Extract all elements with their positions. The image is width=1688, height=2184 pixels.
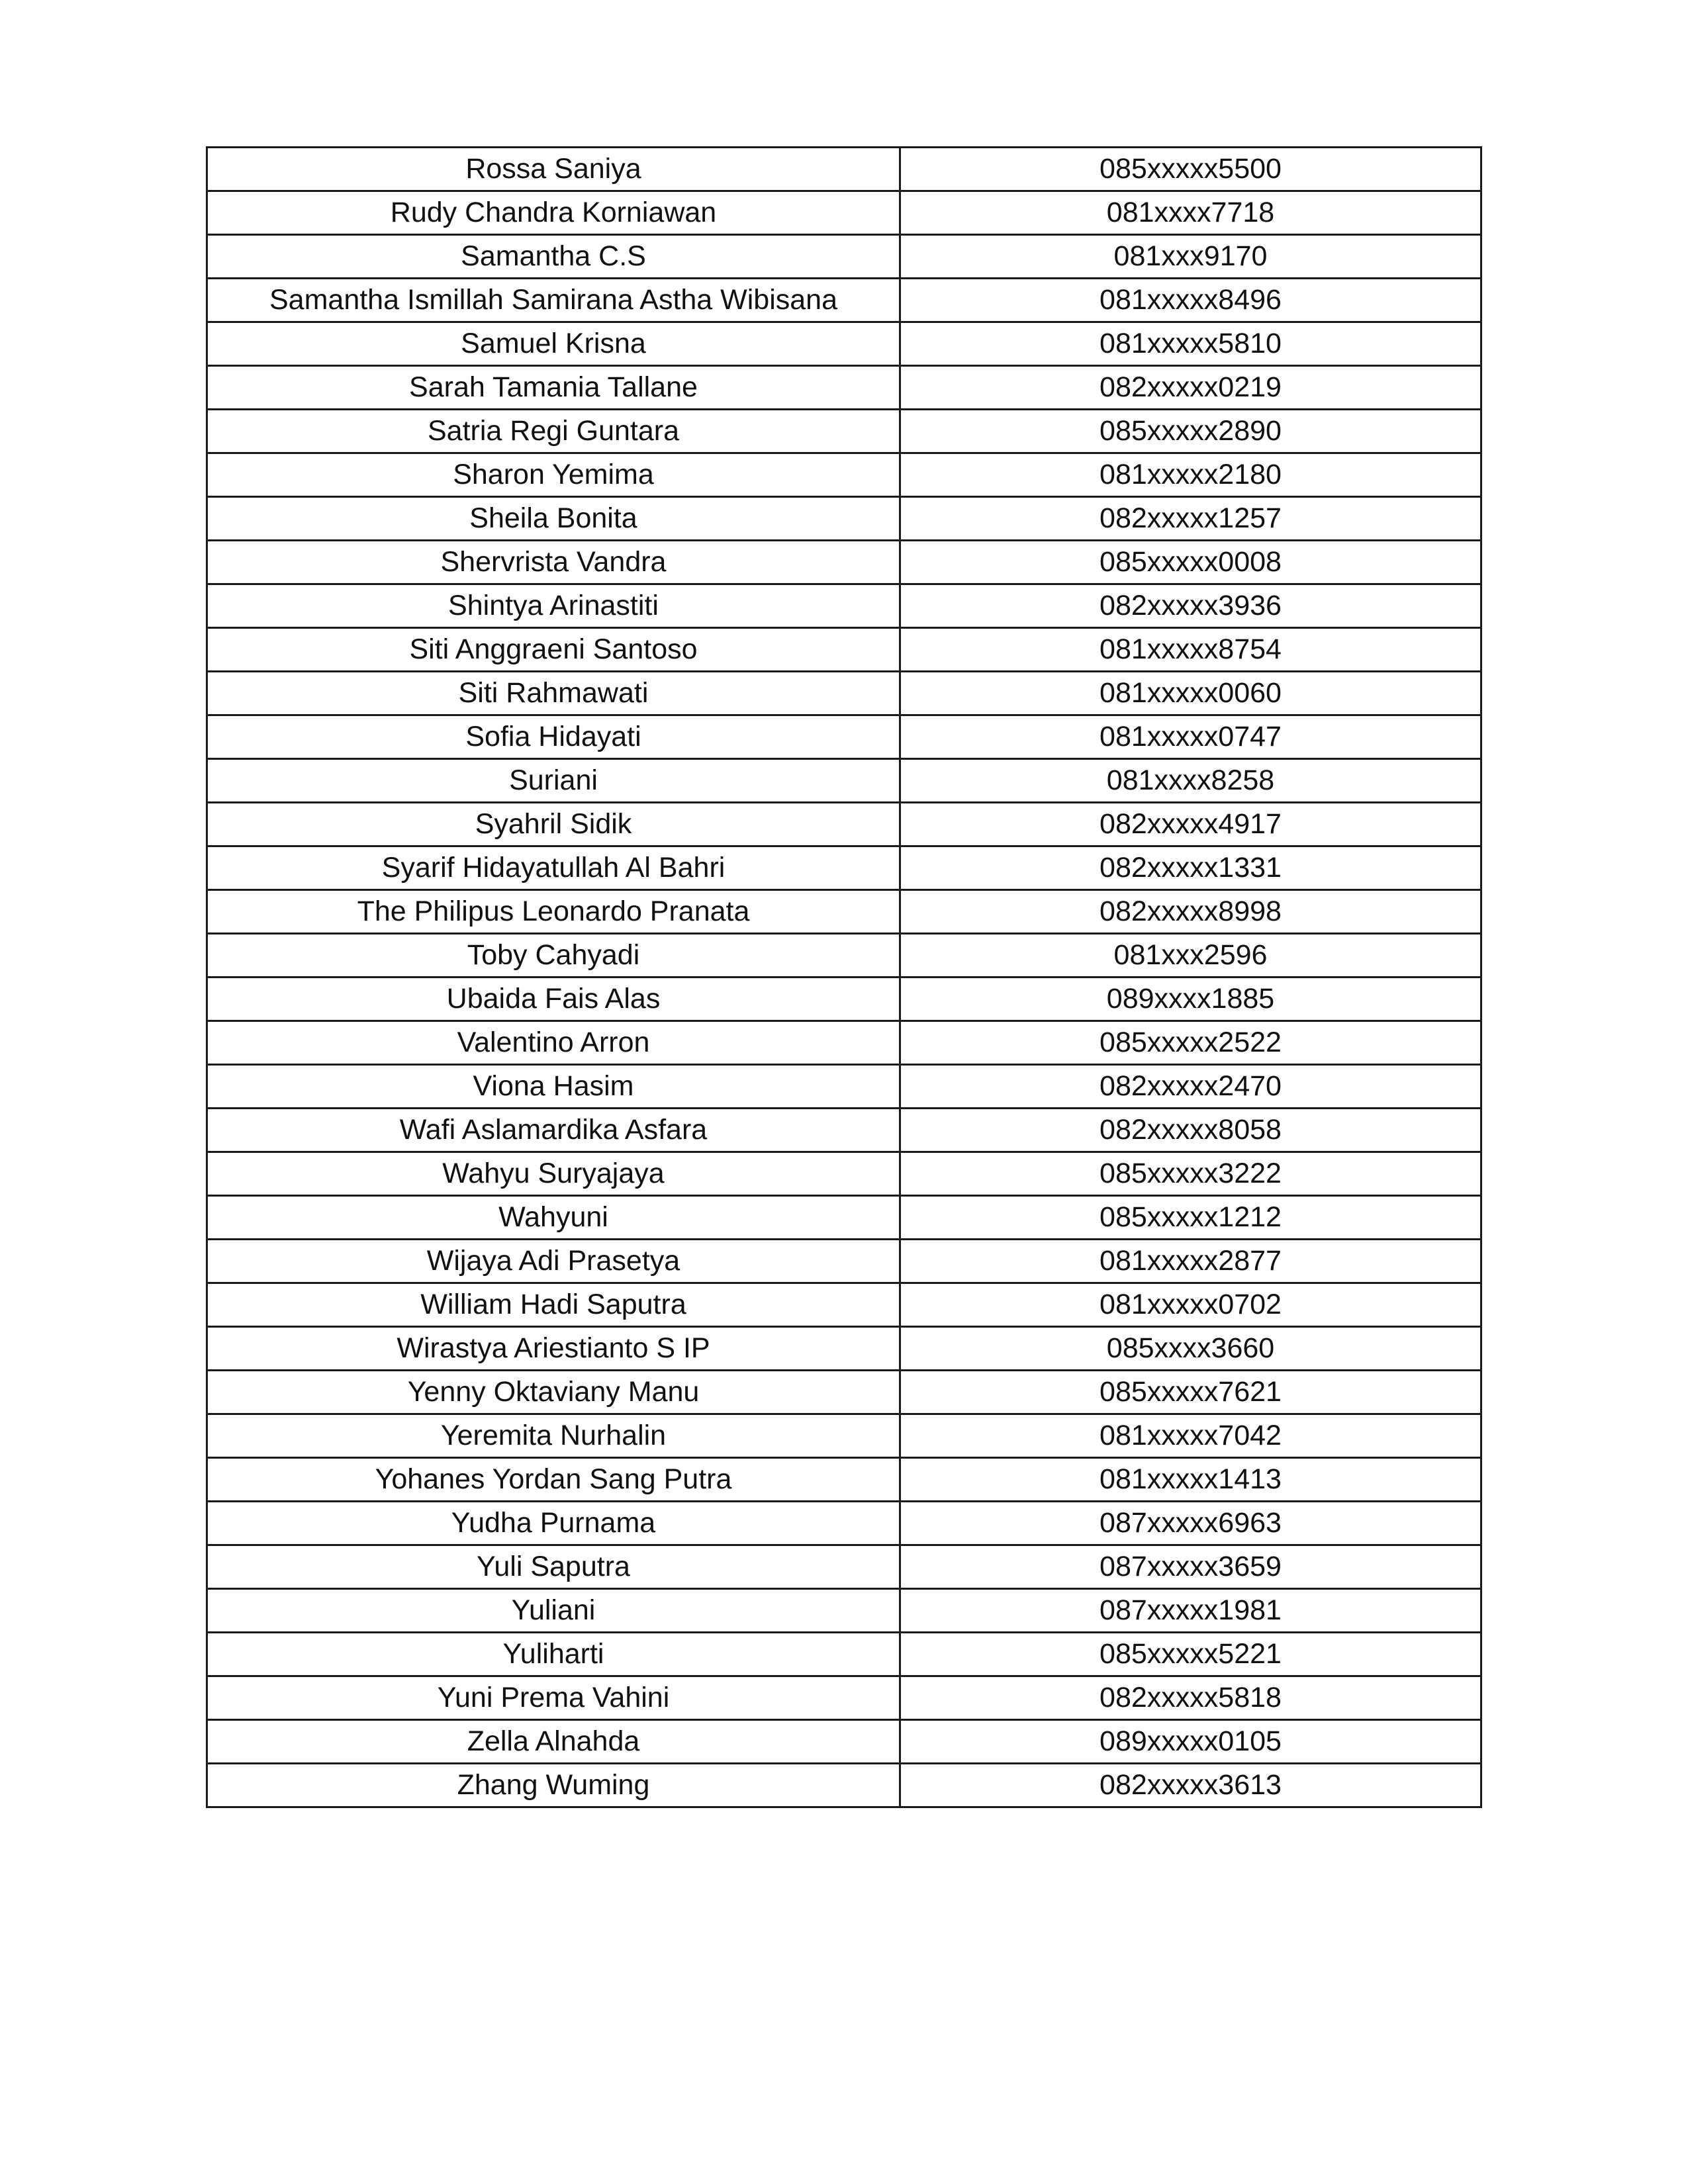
phone-cell: 085xxxxx5221	[900, 1633, 1481, 1676]
name-cell: William Hadi Saputra	[207, 1283, 900, 1327]
name-cell: Yuli Saputra	[207, 1545, 900, 1589]
phone-cell: 082xxxxx8058	[900, 1109, 1481, 1152]
phone-cell: 085xxxxx2890	[900, 410, 1481, 453]
phone-cell: 082xxxxx5818	[900, 1676, 1481, 1720]
name-cell: Wahyu Suryajaya	[207, 1152, 900, 1196]
phone-cell: 085xxxxx5500	[900, 148, 1481, 191]
phone-cell: 082xxxxx8998	[900, 890, 1481, 934]
table-row	[207, 584, 1481, 628]
table-row	[207, 1021, 1481, 1065]
phone-cell: 081xxxxx5810	[900, 322, 1481, 366]
phone-cell: 085xxxxx2522	[900, 1021, 1481, 1065]
name-cell: Yuni Prema Vahini	[207, 1676, 900, 1720]
table-row	[207, 279, 1481, 322]
name-cell: Wirastya Ariestianto S IP	[207, 1327, 900, 1371]
table-row	[207, 1327, 1481, 1371]
phone-cell: 082xxxxx3613	[900, 1764, 1481, 1807]
table-row	[207, 1545, 1481, 1589]
phone-cell: 081xxxxx2180	[900, 453, 1481, 497]
phone-cell: 087xxxxx1981	[900, 1589, 1481, 1633]
table-row	[207, 803, 1481, 846]
name-cell: Yeremita Nurhalin	[207, 1414, 900, 1458]
phone-cell: 081xxxxx7042	[900, 1414, 1481, 1458]
table-row	[207, 191, 1481, 235]
name-cell: Samantha Ismillah Samirana Astha Wibisana	[207, 279, 900, 322]
contact-table-body	[207, 148, 1481, 1807]
phone-cell: 085xxxx3660	[900, 1327, 1481, 1371]
table-row	[207, 1589, 1481, 1633]
name-cell: The Philipus Leonardo Pranata	[207, 890, 900, 934]
name-cell: Siti Rahmawati	[207, 672, 900, 715]
phone-cell: 081xxxxx0060	[900, 672, 1481, 715]
phone-cell: 082xxxxx3936	[900, 584, 1481, 628]
contact-table	[206, 146, 1482, 1808]
name-cell: Syarif Hidayatullah Al Bahri	[207, 846, 900, 890]
name-cell: Satria Regi Guntara	[207, 410, 900, 453]
table-row	[207, 1240, 1481, 1283]
table-row	[207, 1633, 1481, 1676]
name-cell: Zella Alnahda	[207, 1720, 900, 1764]
name-cell: Rudy Chandra Korniawan	[207, 191, 900, 235]
name-cell: Zhang Wuming	[207, 1764, 900, 1807]
name-cell: Yuliharti	[207, 1633, 900, 1676]
table-row	[207, 1152, 1481, 1196]
table-row	[207, 1196, 1481, 1240]
name-cell: Valentino Arron	[207, 1021, 900, 1065]
phone-cell: 089xxxxx0105	[900, 1720, 1481, 1764]
name-cell: Shervrista Vandra	[207, 541, 900, 584]
table-row	[207, 1720, 1481, 1764]
table-row	[207, 978, 1481, 1021]
name-cell: Rossa Saniya	[207, 148, 900, 191]
phone-cell: 085xxxxx1212	[900, 1196, 1481, 1240]
table-row	[207, 846, 1481, 890]
name-cell: Viona Hasim	[207, 1065, 900, 1109]
name-cell: Shintya Arinastiti	[207, 584, 900, 628]
phone-cell: 089xxxx1885	[900, 978, 1481, 1021]
phone-cell: 081xxxxx1413	[900, 1458, 1481, 1502]
phone-cell: 081xxxxx8496	[900, 279, 1481, 322]
phone-cell: 081xxx9170	[900, 235, 1481, 279]
table-row	[207, 1283, 1481, 1327]
phone-cell: 081xxxxx8754	[900, 628, 1481, 672]
name-cell: Sarah Tamania Tallane	[207, 366, 900, 410]
name-cell: Yohanes Yordan Sang Putra	[207, 1458, 900, 1502]
name-cell: Yudha Purnama	[207, 1502, 900, 1545]
table-row	[207, 672, 1481, 715]
table-row	[207, 322, 1481, 366]
name-cell: Samantha C.S	[207, 235, 900, 279]
name-cell: Sharon Yemima	[207, 453, 900, 497]
phone-cell: 081xxxxx0747	[900, 715, 1481, 759]
table-row	[207, 1065, 1481, 1109]
phone-cell: 081xxx2596	[900, 934, 1481, 978]
table-row	[207, 1414, 1481, 1458]
name-cell: Siti Anggraeni Santoso	[207, 628, 900, 672]
table-row	[207, 1764, 1481, 1807]
name-cell: Wafi Aslamardika Asfara	[207, 1109, 900, 1152]
phone-cell: 082xxxxx1331	[900, 846, 1481, 890]
table-row	[207, 1676, 1481, 1720]
table-row	[207, 1371, 1481, 1414]
phone-cell: 082xxxxx1257	[900, 497, 1481, 541]
phone-cell: 082xxxxx2470	[900, 1065, 1481, 1109]
phone-cell: 085xxxxx7621	[900, 1371, 1481, 1414]
table-row	[207, 148, 1481, 191]
table-row	[207, 890, 1481, 934]
phone-cell: 082xxxxx4917	[900, 803, 1481, 846]
phone-cell: 081xxxx8258	[900, 759, 1481, 803]
table-row	[207, 366, 1481, 410]
table-row	[207, 497, 1481, 541]
table-row	[207, 1502, 1481, 1545]
table-row	[207, 934, 1481, 978]
name-cell: Toby Cahyadi	[207, 934, 900, 978]
table-row	[207, 1458, 1481, 1502]
name-cell: Wahyuni	[207, 1196, 900, 1240]
phone-cell: 087xxxxx3659	[900, 1545, 1481, 1589]
phone-cell: 081xxxxx2877	[900, 1240, 1481, 1283]
name-cell: Ubaida Fais Alas	[207, 978, 900, 1021]
name-cell: Samuel Krisna	[207, 322, 900, 366]
phone-cell: 087xxxxx6963	[900, 1502, 1481, 1545]
table-row	[207, 235, 1481, 279]
name-cell: Wijaya Adi Prasetya	[207, 1240, 900, 1283]
phone-cell: 085xxxxx0008	[900, 541, 1481, 584]
phone-cell: 085xxxxx3222	[900, 1152, 1481, 1196]
name-cell: Yuliani	[207, 1589, 900, 1633]
phone-cell: 081xxxxx0702	[900, 1283, 1481, 1327]
table-row	[207, 715, 1481, 759]
table-row	[207, 628, 1481, 672]
table-row	[207, 453, 1481, 497]
name-cell: Sheila Bonita	[207, 497, 900, 541]
name-cell: Sofia Hidayati	[207, 715, 900, 759]
table-row	[207, 541, 1481, 584]
name-cell: Syahril Sidik	[207, 803, 900, 846]
table-row	[207, 1109, 1481, 1152]
phone-cell: 082xxxxx0219	[900, 366, 1481, 410]
name-cell: Yenny Oktaviany Manu	[207, 1371, 900, 1414]
name-cell: Suriani	[207, 759, 900, 803]
table-row	[207, 410, 1481, 453]
phone-cell: 081xxxx7718	[900, 191, 1481, 235]
table-row	[207, 759, 1481, 803]
